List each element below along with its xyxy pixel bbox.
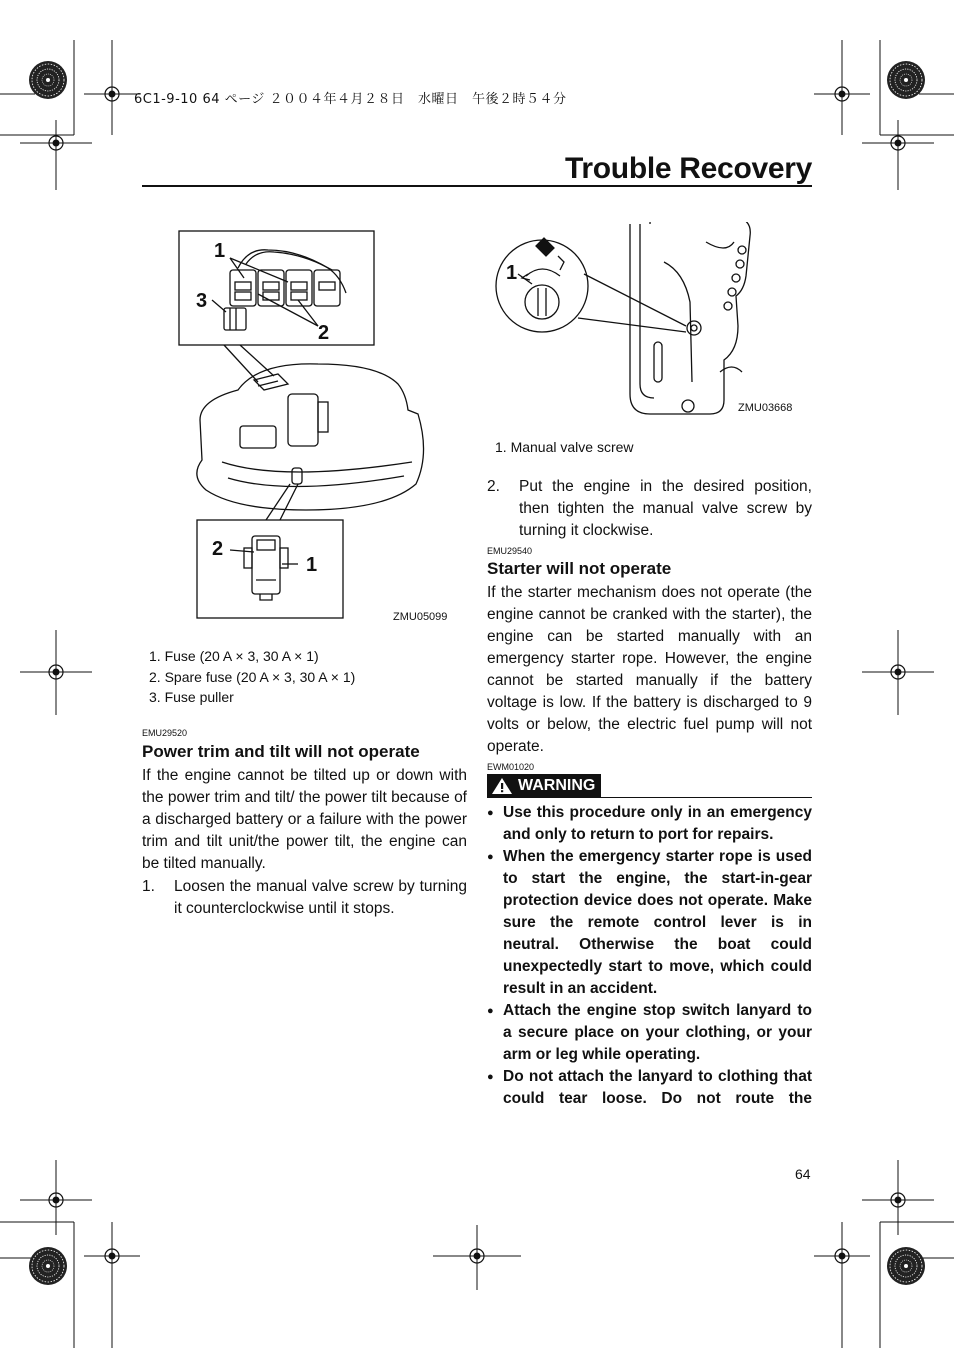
warning-item (487, 1066, 812, 1110)
fuse-caption-3: 3. Fuse puller (149, 689, 234, 705)
valve-caption: 1. Manual valve screw (495, 439, 634, 455)
step-text: Put the engine in the desired position, then tighten the manual valve screw by turning it clockwise. (519, 478, 812, 539)
warning-item (487, 846, 812, 1000)
power-trim-body: If the engine cannot be tilted up or down with the power trim and tilt/ the power tilt because of a discharged battery or a failure with the power trim and tilt unit/the power tilt, the engine can be tilted manually. (142, 767, 467, 872)
bullet-icon: ● (487, 1005, 494, 1017)
figure-code-right: ZMU03668 (738, 402, 793, 414)
warning-item (487, 802, 812, 846)
step-number: 1. (142, 878, 155, 895)
fuse-figure (178, 230, 450, 626)
callout-fuse-lower: 1 (306, 554, 318, 576)
power-trim-step-2 (487, 476, 812, 542)
warning-list (487, 802, 812, 1110)
warning-item (487, 1000, 812, 1066)
fuse-caption-1: 1. Fuse (20 A × 3, 30 A × 1) (149, 648, 319, 664)
callout-fuse-puller: 3 (196, 290, 208, 312)
callout-spare-fuse-lower: 2 (212, 538, 224, 560)
bullet-icon: ● (487, 807, 494, 819)
power-trim-step-1 (142, 876, 467, 920)
bullet-icon: ● (487, 851, 494, 863)
callout-manual-valve-screw: 1 (506, 262, 518, 284)
warning-rule (601, 797, 812, 798)
step-number: 2. (487, 478, 500, 495)
fuse-caption-2: 2. Spare fuse (20 A × 3, 30 A × 1) (149, 669, 356, 685)
valve-illustration (494, 222, 812, 422)
valve-figure (494, 222, 812, 422)
callout-spare-fuse: 2 (318, 322, 330, 344)
page-number: 64 (795, 1166, 811, 1182)
warning-header (487, 774, 812, 798)
title-divider (142, 185, 812, 187)
warning-code: EWM01020 (487, 762, 535, 772)
figure-code-left: ZMU05099 (393, 611, 448, 623)
step-text: Loosen the manual valve screw by turning it counterclockwise until it stops. (174, 878, 467, 917)
warning-label: WARNING (518, 777, 596, 794)
page-title: Trouble Recovery (565, 152, 812, 185)
bullet-icon: ● (487, 1071, 494, 1083)
section-code-power-trim: EMU29520 (142, 728, 188, 738)
warning-item-text: Attach the engine stop switch lanyard to a secure place on your clothing, or your arm or leg while operating. (503, 1002, 812, 1063)
warning-badge (487, 774, 601, 798)
section-code-starter: EMU29540 (487, 546, 533, 556)
warning-item-text: Do not attach the lanyard to clothing that could tear loose. Do not route the (503, 1068, 812, 1107)
callout-fuse: 1 (214, 240, 226, 262)
print-header: 6C1-9-10 64 ページ ２００４年４月２８日 水曜日 午後２時５４分 (134, 92, 567, 107)
warning-item-text: When the emergency starter rope is used to start the engine, the start-in-gear protection device does not operate. Make sure the remote control lever is in neutral. Otherwise the boat could unexpectedly start to move, which could result in an accident. (503, 848, 812, 997)
section-heading-starter: Starter will not operate (487, 559, 672, 578)
warning-triangle-icon (491, 777, 513, 795)
section-heading-power-trim: Power trim and tilt will not operate (142, 742, 420, 761)
starter-body: If the starter mechanism does not operate (the engine cannot be cranked with the starter), the engine can be started manually with an emergency starter rope. However, the engine cannot be started manually if the battery voltage is low. If the battery is discharged to 9 volts or below, the electric fuel pump will not operate. (487, 584, 812, 755)
warning-item-text: Use this procedure only in an emergency and only to return to port for repairs. (503, 804, 812, 843)
